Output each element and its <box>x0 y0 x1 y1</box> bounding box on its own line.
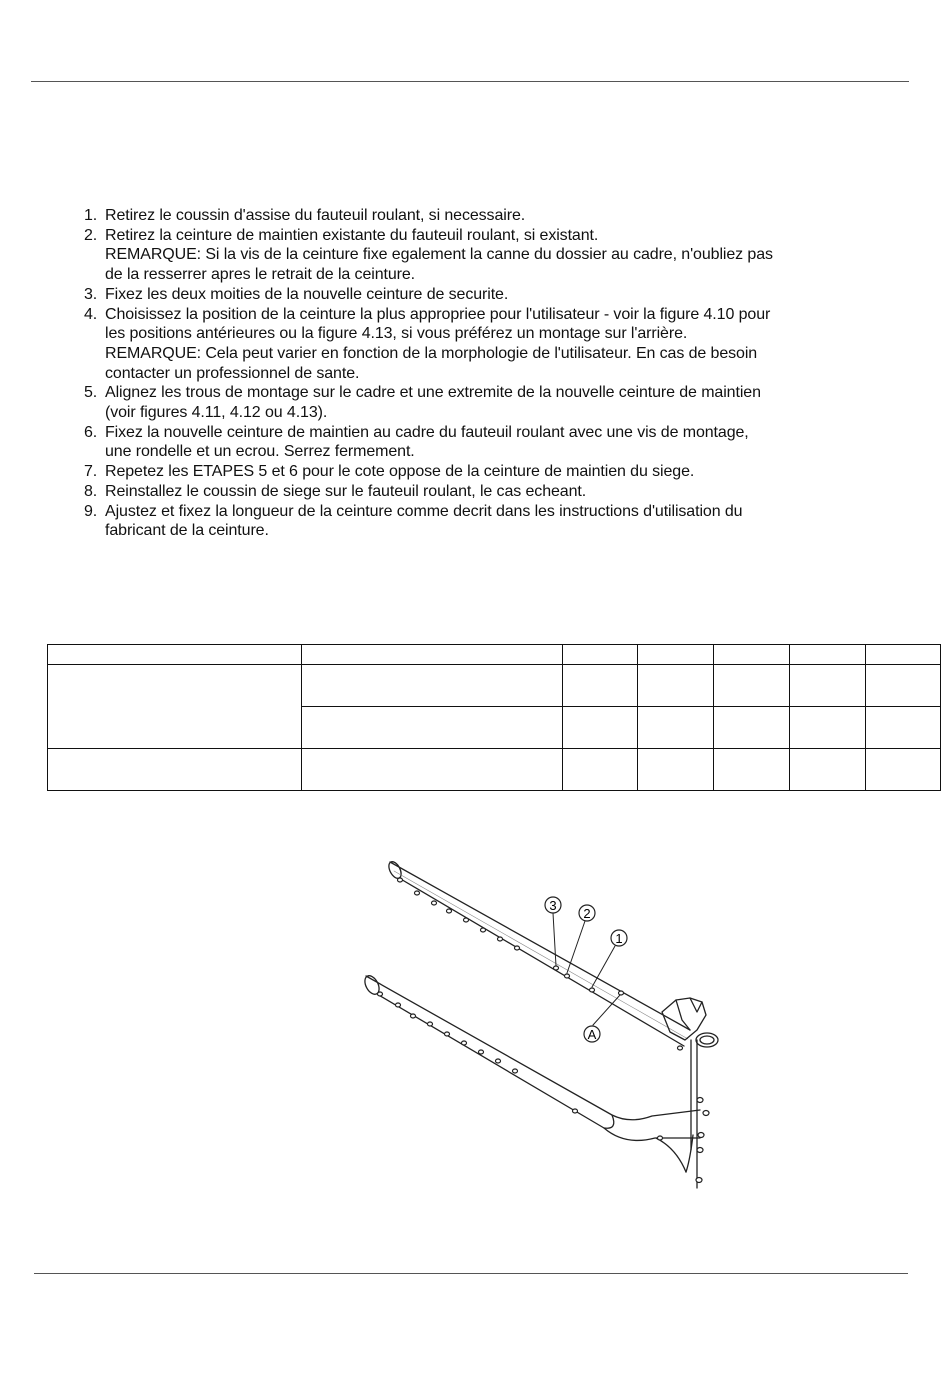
instruction-step <box>84 502 884 541</box>
table-cell <box>563 749 638 791</box>
step-text-line: de la resserrer apres le retrait de la ceinture. <box>105 266 416 284</box>
step-text-line: Ajustez et fixez la longueur de la ceinture comme decrit dans les instructions d'utilisation du <box>105 502 743 520</box>
frame-belt-mounting-figure <box>340 845 760 1205</box>
table-cell <box>302 749 563 791</box>
step-text-line: REMARQUE: Si la vis de la ceinture fixe egalement la canne du dossier au cadre, n'oubliez pas <box>105 246 773 264</box>
table-header-row <box>48 645 941 665</box>
callout-1 <box>611 930 627 946</box>
instruction-step <box>84 383 884 422</box>
table-cell <box>638 645 714 665</box>
step-text-line: Alignez les trous de montage sur le cadre et une extremite de la nouvelle ceinture de maintien <box>105 384 761 402</box>
callout-leaders <box>553 913 623 1025</box>
table-cell <box>48 665 302 749</box>
step-number: 1. <box>84 207 98 224</box>
table-row <box>48 749 941 791</box>
instruction-step <box>84 305 884 384</box>
step-text-line: REMARQUE: Cela peut varier en fonction de la morphologie de l'utilisateur. En cas de besoin <box>105 344 758 362</box>
step-text-line: Choisissez la position de la ceinture la plus appropriee pour l'utilisateur - voir la figure 4.10 pour <box>105 305 771 323</box>
table-cell <box>714 749 790 791</box>
callout-1-label: 1 <box>615 931 623 946</box>
table-cell <box>563 665 638 707</box>
step-number: 3. <box>84 285 98 303</box>
backrest-bracket <box>662 998 718 1047</box>
step-text-line: Fixez la nouvelle ceinture de maintien au cadre du fauteuil roulant avec une vis de montage, <box>105 423 749 441</box>
upper-frame-rail <box>386 860 690 1046</box>
table-cell <box>790 665 866 707</box>
callout-3 <box>545 897 561 913</box>
step-text-line: Retirez le coussin d'assise du fauteuil roulant, si necessaire. <box>105 207 526 224</box>
table-cell <box>302 645 563 665</box>
mounting-holes <box>378 878 710 1183</box>
step-text-line: Fixez les deux moities de la nouvelle ceinture de securite. <box>105 285 509 303</box>
step-number: 2. <box>84 226 98 244</box>
table-cell <box>302 707 563 749</box>
instruction-step <box>84 285 884 305</box>
table-cell <box>563 707 638 749</box>
instruction-step <box>84 462 884 482</box>
step-text-line: les positions antérieures ou la figure 4.13, si vous préférez un montage sur l'arrière. <box>105 325 688 343</box>
instruction-step <box>84 423 884 462</box>
table-cell <box>563 645 638 665</box>
step-text-line: (voir figures 4.11, 4.12 ou 4.13). <box>105 404 328 422</box>
table-cell <box>638 707 714 749</box>
table-cell <box>638 665 714 707</box>
table-cell <box>714 645 790 665</box>
table-cell <box>866 665 941 707</box>
callout-2-label: 2 <box>583 906 591 921</box>
step-number: 7. <box>84 463 98 481</box>
step-number: 8. <box>84 482 98 500</box>
step-text-line: Reinstallez le coussin de siege sur le fauteuil roulant, le cas echeant. <box>105 482 587 500</box>
footer-rule <box>34 1273 908 1274</box>
step-number: 5. <box>84 384 98 402</box>
callout-a-label: A <box>587 1027 597 1042</box>
step-text-line: contacter un professionnel de sante. <box>105 364 360 382</box>
table-cell <box>790 645 866 665</box>
table-cell <box>302 665 563 707</box>
vertical-frame-tube <box>686 1040 697 1188</box>
step-text-line: Retirez la ceinture de maintien existante du fauteuil roulant, si existant. <box>105 226 599 244</box>
table-cell <box>790 707 866 749</box>
table-cell <box>714 665 790 707</box>
instruction-list <box>84 206 884 541</box>
spec-table <box>47 644 941 791</box>
header-rule <box>31 81 909 82</box>
table-row <box>48 665 941 707</box>
callout-3-label: 3 <box>549 898 557 913</box>
table-cell <box>790 749 866 791</box>
table-cell <box>48 749 302 791</box>
lower-frame-rail <box>362 973 700 1172</box>
instruction-step <box>84 206 884 226</box>
step-number: 4. <box>84 305 98 323</box>
callout-a <box>584 1026 600 1042</box>
callout-2 <box>579 905 595 921</box>
instruction-step <box>84 226 884 285</box>
table-cell <box>48 645 302 665</box>
instruction-step <box>84 482 884 502</box>
table-cell <box>866 749 941 791</box>
table-cell <box>638 749 714 791</box>
step-number: 6. <box>84 423 98 441</box>
step-text-line: Repetez les ETAPES 5 et 6 pour le cote oppose de la ceinture de maintien du siege. <box>105 463 695 481</box>
table-cell <box>866 645 941 665</box>
step-number: 9. <box>84 502 98 520</box>
table-cell <box>714 707 790 749</box>
table-cell <box>866 707 941 749</box>
step-text-line: une rondelle et un ecrou. Serrez fermement. <box>105 443 415 461</box>
step-text-line: fabricant de la ceinture. <box>105 522 269 540</box>
